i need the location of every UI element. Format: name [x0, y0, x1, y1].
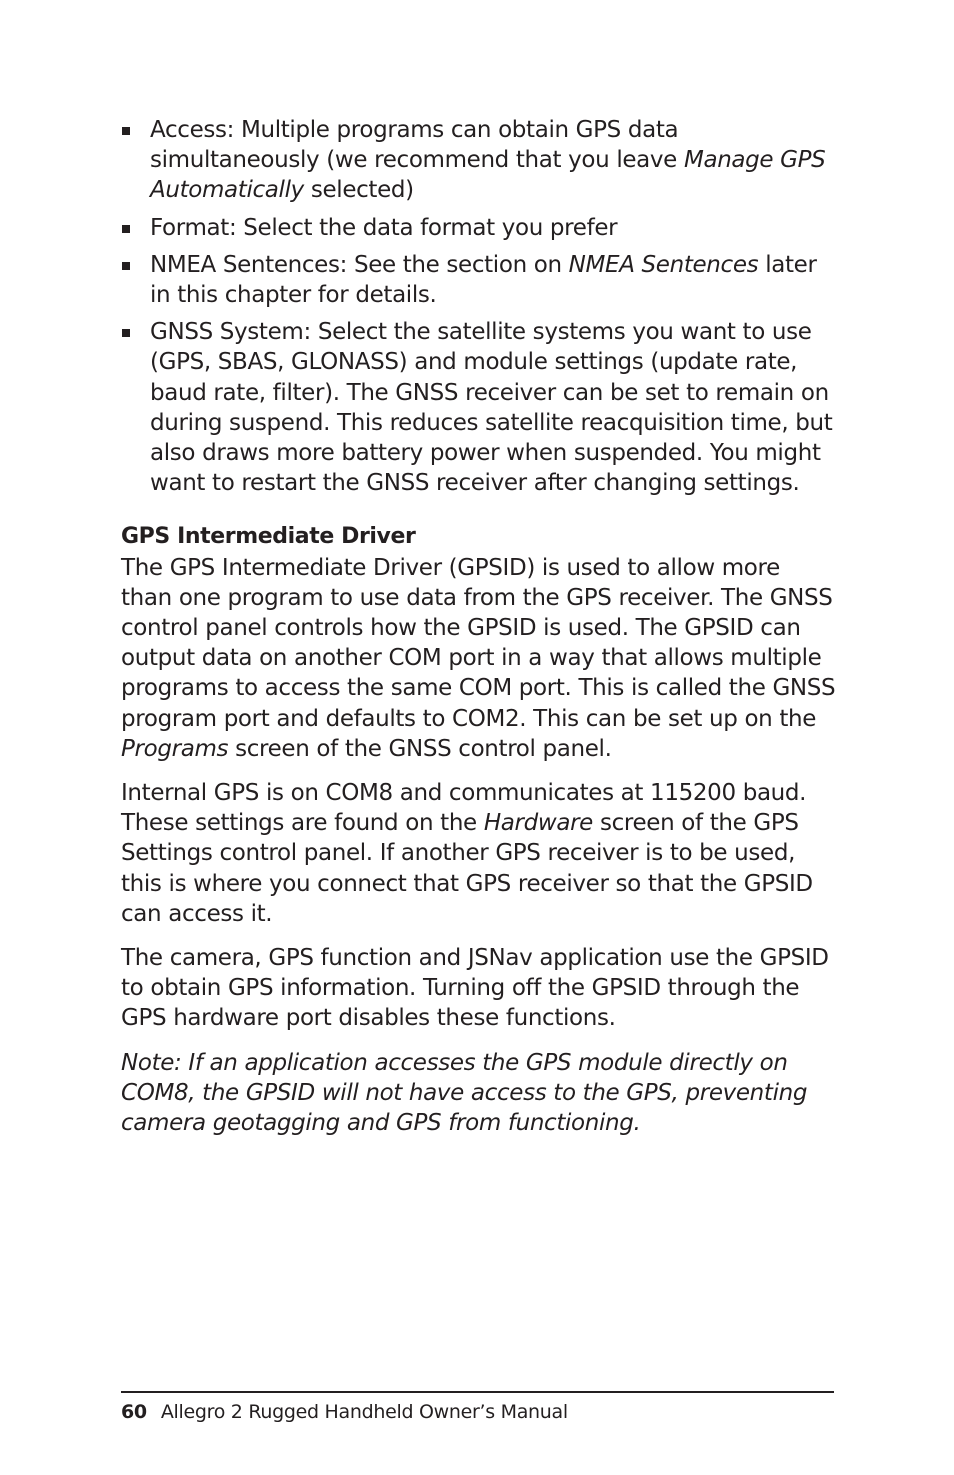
paragraph-emphasis: Hardware: [483, 810, 593, 837]
bullet-text: GNSS System: Select the satellite systems you want to use (GPS, SBAS, GLONASS) and module settings (update rate, baud rate, filter). The GNSS receiver can be set to remain on during suspend. This reduces satellite reacquisition time, but also draws more battery power when suspended. You might want to restart the GNSS receiver after changing settings.: [150, 319, 833, 497]
bullet-emphasis: NMEA Sentences: [568, 251, 759, 278]
paragraph-internal-gps: [121, 778, 836, 929]
square-bullet-icon: [122, 127, 130, 135]
bullet-text: NMEA Sentences: See the section on: [150, 251, 569, 278]
note-paragraph: Note: If an application accesses the GPS module directly on COM8, the GPSID will not have access to the GPS, preventing camera geotagging and GPS from functioning.: [121, 1049, 808, 1137]
footer-divider: [121, 1391, 834, 1393]
bullet-item-nmea: [121, 250, 836, 310]
paragraph-emphasis: Programs: [121, 735, 229, 762]
paragraph-gpsid-intro: [121, 553, 836, 764]
bullet-item-gnss-system: [121, 317, 836, 498]
bullet-item-format: [121, 213, 836, 243]
paragraph-text-tail: screen of the GNSS control panel.: [228, 735, 612, 762]
square-bullet-icon: [122, 225, 130, 233]
bullet-text-tail: selected): [303, 177, 414, 204]
square-bullet-icon: [122, 262, 130, 270]
paragraph-text-tail: screen of the GPS Settings control panel. If another GPS receiver is to be used, this is where you connect that GPS receiver so that the GPSID can access it.: [121, 810, 813, 927]
bullet-text-tail: later in this chapter for details.: [150, 251, 817, 309]
bullet-emphasis: Manage GPS Automatically: [150, 147, 826, 204]
bullet-text: Format: Select the data format you prefer: [150, 214, 618, 241]
page-content: [121, 115, 836, 1152]
paragraph-camera-gps: The camera, GPS function and JSNav application use the GPSID to obtain GPS information. Turning off the GPSID through the GPS hardware port disables these functions.: [121, 945, 829, 1032]
page-number: 60: [121, 1401, 147, 1423]
page-footer: [121, 1400, 568, 1424]
manual-title: Allegro 2 Rugged Handheld Owner’s Manual: [160, 1401, 568, 1423]
square-bullet-icon: [122, 329, 130, 337]
bullet-item-access: [121, 115, 836, 206]
section-heading: GPS Intermediate Driver: [121, 524, 416, 550]
paragraph-text: Internal GPS is on COM8 and communicates at 115200 baud. These settings are found on the: [121, 780, 807, 837]
bullet-list: [121, 115, 836, 498]
paragraph-text: The GPS Intermediate Driver (GPSID) is used to allow more than one program to use data from the GPS receiver. The GNSS control panel controls how the GPSID is used. The GPSID can output data on another COM port in a way that allows multiple programs to access the same COM port. This is called the GNSS program port and defaults to COM2. This can be set up on the: [121, 554, 836, 732]
bullet-text: Access: Multiple programs can obtain GPS data simultaneously (we recommend that you leave: [150, 117, 684, 174]
